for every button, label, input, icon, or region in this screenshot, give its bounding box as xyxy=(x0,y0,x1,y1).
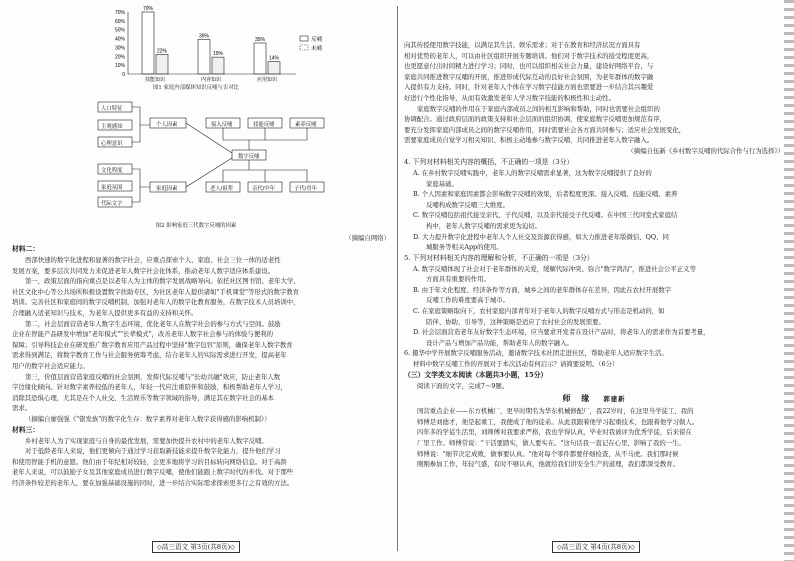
story-title: 师 缘 郭建新 xyxy=(562,393,626,404)
diagram-left-node: 文化程度 xyxy=(101,168,123,174)
diagram-bottom-node: 老人/祖辈 xyxy=(210,186,234,192)
material-3-heading: 材料三： xyxy=(12,425,40,434)
bar-chart xyxy=(0,4,392,82)
material2-p2-line: 合理融入适老知识与技术，为老年人提供更多有益的支持和关怀。 xyxy=(12,308,198,317)
bar-series2 xyxy=(268,62,280,74)
x-category-label: 技能知识 xyxy=(144,77,166,82)
q5-option-line: 反哺工作的难度要高于城市。 xyxy=(426,296,510,305)
continued-text-line: 也更愿意付出时间精力进行学习；同时，也可以组织相关社会力量，建设好网络平台，与 xyxy=(404,62,654,71)
q4-option-line: B. 个人因素和家庭因素都会影响数字反哺的效果，后者程度更深。接入反哺、技能反哺、素养 xyxy=(413,190,678,199)
material2-p4-line: 消除其恐惧心理，尤其是在个人社交、生活娱乐等数字领域的指导，满足其在数字社会的基本 xyxy=(12,393,275,402)
diagram-left-node: 家庭氛围 xyxy=(101,185,123,191)
continued-text-line: 好进行个性化指导，从而有效激发老年人学习数字技能的积极性和主动性。 xyxy=(404,93,615,102)
bar-data-label: 19% xyxy=(212,51,224,58)
bar-data-label: 22% xyxy=(156,48,168,55)
diagram-left-node: 人口特征 xyxy=(101,106,123,112)
q4-option-line: C. 数字反哺包括祖代接受亲代、子代反哺，以及亲代接受子代反哺。在中国三代同堂式家庭结 xyxy=(413,211,678,220)
y-tick-label: 40% xyxy=(114,36,125,43)
diagram-left-node: 代际文字 xyxy=(101,201,123,207)
right-p2-line: 协调配合。通过政府层面的政策支持和社会层面的组织协调，使家庭数字反哺更加规范有序， xyxy=(404,115,667,124)
source-3: （摘编自伍新《乡村数字反哺的代际合作与行为选择》） xyxy=(627,146,784,155)
right-footer: ◇高三语文 第4页(共8页)◇ xyxy=(404,541,788,553)
continued-text-line: 相对优势的老年人，可以由社区组织开展专题培训。他们对于数字技术的接受程度更高， xyxy=(404,51,654,60)
diagram-top-node: 接入反哺 xyxy=(211,122,233,128)
legend-label-2: 未哺 xyxy=(311,46,323,52)
legend-label-1: 反哺 xyxy=(311,37,323,43)
material2-p1-line: 发展方案，要多层次共同发力来促进老年人数字社会化体系，推动老年人数字适应体系建设。 xyxy=(12,266,275,275)
section-3-heading: （三）文学类文本阅读（本题共3小题，15分） xyxy=(404,370,548,379)
continued-text-line: 入提供有力支持。同时，针对老年人个体在学习数字技能方面也需要进一步结合其兴趣爱 xyxy=(404,83,654,92)
q5-option-line: D. 社会层面营造老年友好数字生态环境，应当要求开发者在设计产品时，将老年人的需求作为首要考量， xyxy=(413,328,710,337)
legend-swatch-1 xyxy=(300,36,308,41)
q5-option-line: 设计产品与增加产品功能，帮助老年人的数字融入。 xyxy=(426,338,573,347)
diagram-left-node: 主观感知 xyxy=(101,124,123,130)
continued-text-line: 向其传授使用数字技能，以满足其生活、娱乐需求；对于在教育和经济状况方面具有 xyxy=(404,41,641,49)
q5-option-line: B. 由于年文化程度、经济条件等方面，城乡之间的老年群体存在差异，因此在农村开展数字 xyxy=(413,285,671,294)
bar-series2 xyxy=(156,55,168,74)
legend-swatch-2 xyxy=(300,45,308,50)
binding-holes xyxy=(784,0,794,561)
left-page xyxy=(0,0,392,561)
diagram-personal: 个人因素 xyxy=(156,122,178,128)
right-p2-line: 需要家庭成员自觉学习相关知识、积极主动地参与数字反哺，共同推进老年人数字融入。 xyxy=(404,136,654,145)
x-category-label: 内容知识 xyxy=(200,77,222,82)
story-author: 郭建新 xyxy=(603,395,626,404)
material2-p1-line: 西部快速的数字化进程和显著的数字社会，应重点探索个人、家庭、社会三位一体的适老性 xyxy=(25,256,281,264)
material2-p2-line: 第一，政策层面的指向重点是以老年人为主体的数字发展战略导向。依托社区图书馆、老年大学、 xyxy=(25,277,300,286)
q4-option-line: 反哺构成数字反哺三大维度。 xyxy=(426,200,510,209)
right-p2-line: 要充分发挥家庭内部成员之间的数字反哺作用，同时需要社会各方面共同参与；适应社会发展变化， xyxy=(404,125,686,134)
material2-p2-line: 社区文化中心等公共场所积极设置数字扶助专区，为社区老年人提供诸如"手机课堂"等形式的数字教育 xyxy=(12,287,300,296)
bar-data-label: 35% xyxy=(254,37,266,43)
q4-option-line: 家庭基础。 xyxy=(426,179,458,188)
y-tick-label: 60% xyxy=(114,18,125,25)
material2-p4-line: 字边缘化倾向。针对数字素养较低的老年人，年轻一代应注重陪伴和鼓励，积极帮助老年人学习， xyxy=(12,383,287,392)
page-divider xyxy=(397,6,398,551)
diagram-top-node: 技能反哺 xyxy=(253,122,275,128)
y-tick-label: 0 xyxy=(122,72,125,78)
material3-p2-line: 和使用智能手机的意愿。他们由于年纪相对较轻，会更多地将学习的目标转向网络信息。对于高龄 xyxy=(12,457,287,466)
material2-p3-line: 需求得到满足，将数字教育工作与社会服务统筹考虑，结合老年人的实际需求进行开发，提高老年 xyxy=(12,351,287,360)
bar-series2 xyxy=(212,57,224,74)
question-6-line: 材料中数字反哺工作的开展对于本次活动有何启示？请简要说明。（6分） xyxy=(413,360,619,369)
diagram-top-node: 素养反哺 xyxy=(295,122,317,128)
right-text xyxy=(404,40,784,470)
material2-p2-line: 培训。完善社区和家庭间的数字反哺机制，加强对老年人的数字化教育服务，在数字技术人员培训中， xyxy=(12,298,300,307)
story-line: 师傅是刘德才，他是起重工，我便成了他的徒弟。从此我跟着他学习起重技术，也跟着他学习做人。 xyxy=(417,417,699,426)
q4-option-line: 构中，老年人数字反哺的需求更为迫切。 xyxy=(426,221,542,230)
bar-series1 xyxy=(198,39,210,74)
story-line: 师傅说："细节决定成败，做事要认真。"他对每个零件都要仔细检查，从不马虎。我们那时候 xyxy=(417,449,679,458)
y-tick-label: 10% xyxy=(114,63,125,70)
story-line: 刚刚参加工作，年轻气盛，有时不够认真，他就给我们讲安全生产的道理，我们都深受教育。 xyxy=(417,460,680,469)
q4-option-line: A. 在乡村数字反哺实践中，老年人的数字反哺需求显著，这为数字反哺提供了良好的 xyxy=(413,168,652,177)
material-2-heading: 材料二： xyxy=(12,245,40,253)
y-tick-label: 50% xyxy=(114,27,125,34)
bar-series1 xyxy=(254,43,266,74)
diagram-caption: 图2 影响家庭三代数字反哺的因素 xyxy=(155,223,237,229)
diagram-family: 家庭因素 xyxy=(156,186,178,192)
y-tick-label: 70% xyxy=(114,10,125,16)
x-category-label: 应用知识 xyxy=(256,77,278,82)
continued-text-line: 家庭共同推进数字反哺的开展，推进形成代际互动的良好社会氛围，为老年群体的数字融 xyxy=(404,72,654,81)
bar-data-label: 14% xyxy=(268,55,280,62)
section-3-instruction: 阅读下面的文字，完成7～9题。 xyxy=(417,381,509,390)
q5-option-line: A. 数字反哺体现了社会对于老年群体的关爱，缓解代际冲突、弥合"数字鸿沟"，推进社会公平正义等 xyxy=(413,264,696,273)
bar-data-label: 39% xyxy=(198,33,210,40)
diagram-bottom-node: 子代/青年 xyxy=(294,186,318,192)
factor-diagram xyxy=(0,96,392,214)
question-4: 4. 下列对材料相关内容的概括，不正确的一项是（3分） xyxy=(404,157,574,166)
source-1: （摘编自网络） xyxy=(345,234,390,242)
material3-p2-line: 经济条件较差的老年人，要在加强基础设施的同时，进一步结合实际需求探索更多行之有效的方法。 xyxy=(12,478,294,487)
material2-p3-line: 保障；引导科技企业在研发推广数字教育应用产品过程中坚持"数字包容"原则，确保老年人数字教育 xyxy=(12,340,293,349)
material2-p4-line: 第三，价值层面营造家庭反哺的社会氛围，发挥代际反哺与"长幼共融"效应，防止老年人数 xyxy=(25,372,281,381)
material2-p4-line: 需求。 xyxy=(12,404,32,413)
q5-option-line: C. 在家庭策略取向下，农村家庭内部青年对于老年人的数字反哺方式与形态是机动的，如 xyxy=(413,307,665,316)
material3-p1-line: 乡村老年人为了实现家庭与自身的最优发展，需要加快提升农村中的老年人数字反哺。 xyxy=(25,436,268,445)
question-5: 5. 下列对材料相关内容的理解和分析，不正确的一项是（3分） xyxy=(404,253,594,262)
left-footer: ◇高三语文 第3页(共8页)◇ xyxy=(0,541,392,553)
material2-p3-line: 用户的数字社会适应能力。 xyxy=(12,361,89,370)
material2-p3-line: 企业在智能产品研发中增加"老年模式""长辈模式"，改善老年人数字社会参与的体验与便利的 xyxy=(12,330,273,339)
q4-option-line: 城服务等相关App的使用。 xyxy=(426,243,503,252)
material3-p2-line: 老年人来说，可以鼓励子女及其他家庭成员进行数字反哺，使他们能跟上数字时代的步伐。对于那些 xyxy=(12,468,294,477)
chart-caption: 图1 家庭内部媒体知识反哺与否对比 xyxy=(152,85,239,91)
diagram-bottom-node: 亲代/中年 xyxy=(252,186,276,192)
y-tick-label: 20% xyxy=(114,54,125,61)
diagram-center: 数字反哺 xyxy=(238,154,260,160)
material3-p2-line: 对于低龄老年人来说，他们更倾向于通过学习获取新技能来提升数字化能力，提升他们学习 xyxy=(25,447,281,456)
left-text xyxy=(12,233,390,488)
right-page xyxy=(404,0,788,561)
material2-p3-line: 第二，社会层面营造老年人数字生态环境，优化老年人在数字社会的参与方式与空间。鼓励 xyxy=(25,319,281,328)
bar-series1 xyxy=(142,12,154,74)
story-line: 四年多的学徒生活里，刘师傅对我要求严格，我也学得认真，毕业时我被评为优秀学徒，后来留在 xyxy=(417,428,692,437)
bar-data-label: 70% xyxy=(142,6,154,12)
story-line: 国营重点企业——东方机械厂，更早时期名为华东机械修配厂，我22岁时，在这里当学徒工，我的 xyxy=(417,407,694,416)
q4-option-line: D. 大力提升数字化进程中老年人个人社交及资源获得感，如大力推进老年版微信、QQ、同 xyxy=(413,232,669,241)
q5-option-line: 方面具有重要的作用。 xyxy=(426,275,490,284)
diagram-left-node: 心理意识 xyxy=(101,141,123,147)
right-p2-line: 家庭数字反哺的作用在于家庭内部成员之间的相互影响和帮助，同时也需要社会组织的 xyxy=(417,104,660,113)
q5-option-line: 陪伴、协助、引导等，这种策略是适应了农村社会的发展需要。 xyxy=(426,317,605,326)
question-6-line: 6. 摄华中学开展数字反哺服务活动，邀请数字技术社团走进社区，帮助老年人适应数字生活。 xyxy=(404,349,668,358)
story-line: 厂里工作。师傅常说："干活要踏实，做人要实在。"这句话我一直记在心里，影响了我的一生。 xyxy=(417,439,685,447)
source-2: （摘编自廖强强《"银发族"的数字化生存：数字素养对老年人数字获得感的影响机制》） xyxy=(25,414,271,423)
y-tick-label: 30% xyxy=(114,45,125,52)
